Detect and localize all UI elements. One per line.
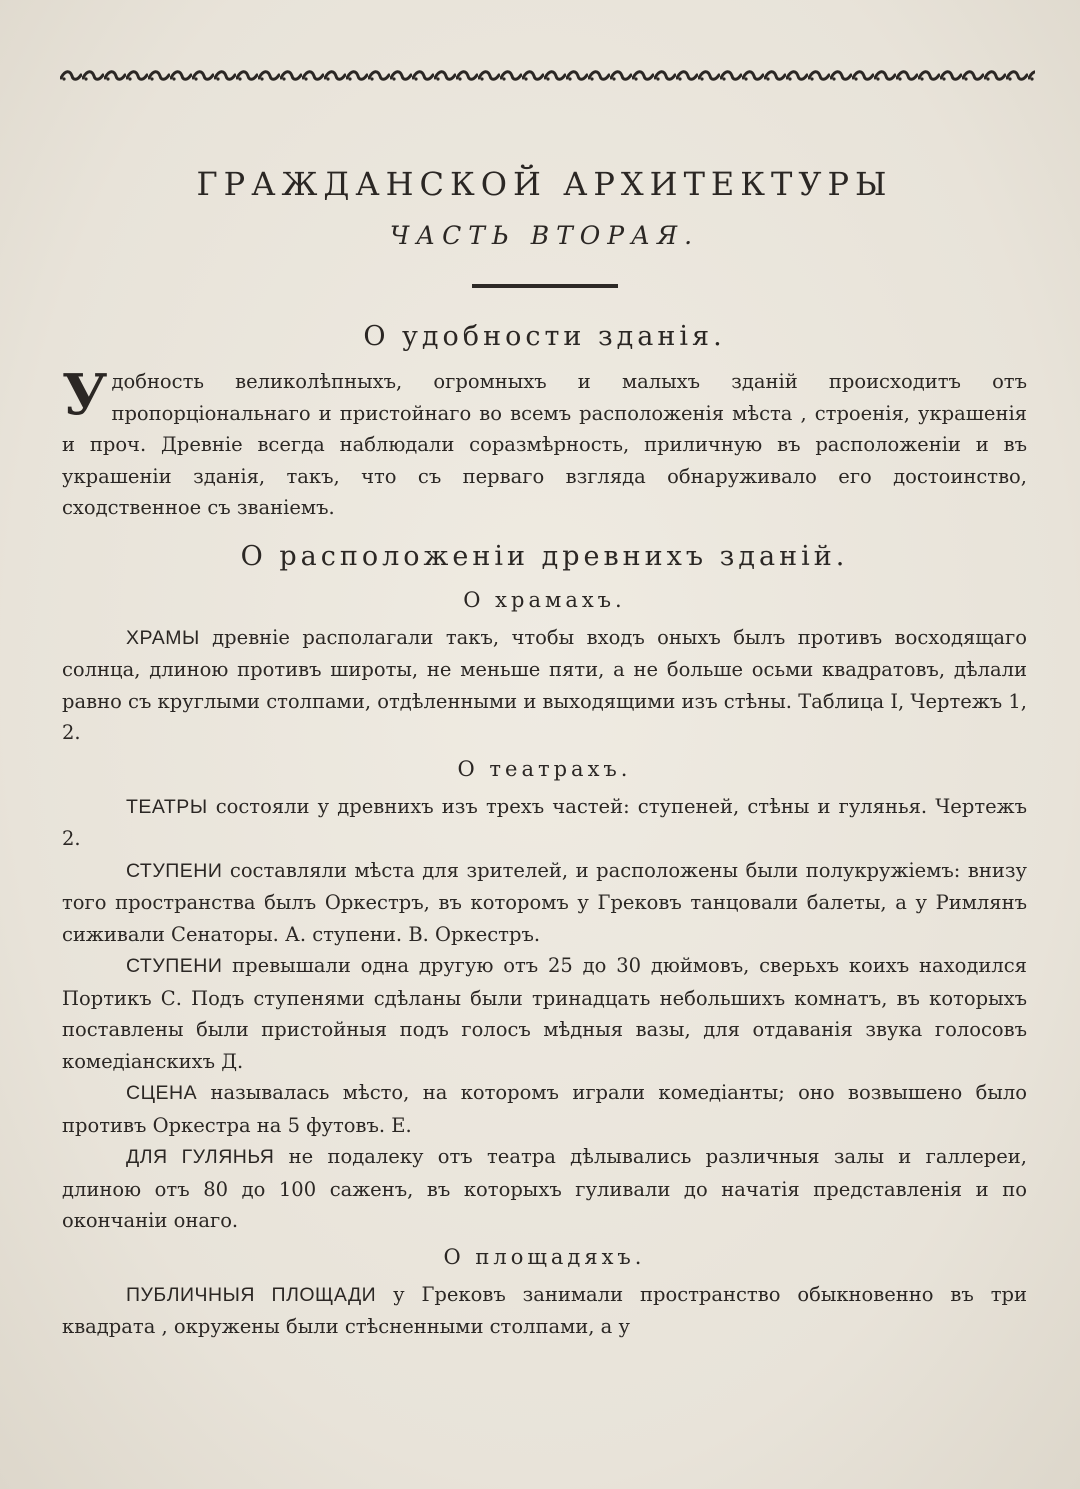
title-divider: [472, 284, 618, 288]
section-heading-ancient-buildings: О расположеніи древнихъ зданій.: [240, 540, 849, 572]
subheading-temples: О храмахъ.: [463, 587, 626, 612]
paragraph-theatres-4: [62, 1077, 1027, 1141]
lead-word: СТУПЕНИ: [126, 859, 223, 882]
lead-word: СТУПЕНИ: [126, 955, 223, 977]
lead-word: ТЕАТРЫ: [126, 795, 208, 818]
paragraph-text: древніе располагали такъ, чтобы входъ оныхъ былъ противъ восходящаго солнца, длиною противъ широты, не меньше пяти, а не больше осьми квадратовъ, дѣлали равно съ круглыми столпами, отдѣленными и выходящими изъ стѣны. Таблица I, Чертежъ 1, 2.: [62, 625, 1027, 744]
paragraph-text: называлась мѣсто, на которомъ играли комедіанты; оно возвышено было противъ Оркестра на 5 футовъ. Е.: [62, 1081, 1027, 1137]
paragraph-text: составляли мѣста для зрителей, и расположены были полукружіемъ: внизу того пространства былъ Оркестръ, въ которомъ у Грековъ танцовали балеты, а у Римлянъ сиживали Сенаторы. А. ступени. В. Оркестръ.: [62, 858, 1027, 946]
part-title: ЧАСТЬ ВТОРАЯ.: [389, 221, 700, 250]
ornamental-border-icon: [60, 68, 1035, 84]
lead-word: ДЛЯ ГУЛЯНЬЯ: [126, 1146, 275, 1168]
paragraph-text: превышали одна другую отъ 25 до 30 дюймовъ, сверьхъ коихъ находился Портикъ С. Подъ ступенями сдѣланы были тринадцать небольшихъ комнатъ, въ которыхъ поставлены были пристойныя подъ голосъ мѣдныя вазы, для отдаванія звука голосовъ комедіанскихъ Д.: [62, 954, 1027, 1073]
paragraph-text: не подалеку отъ театра дѣлывались различныя залы и галлереи, длиною отъ 80 до 100 саженъ, въ которыхъ гуливали до начатія представленія и по окончаніи онаго.: [62, 1145, 1027, 1232]
paragraph-theatres-2: [62, 855, 1027, 951]
main-title: ГРАЖДАНСКОЙ АРХИТЕКТУРЫ: [196, 165, 893, 203]
lead-word: ХРАМЫ: [126, 626, 200, 649]
lead-word: ПУБЛИЧНЫЯ ПЛОЩАДИ: [126, 1283, 377, 1306]
paragraph-convenience: [62, 362, 1027, 524]
lead-word: СЦЕНА: [126, 1082, 198, 1104]
paragraph-theatres-3: [62, 950, 1027, 1077]
paragraph-temples: [62, 622, 1027, 749]
section-heading-convenience: О удобности зданія.: [363, 321, 726, 352]
paragraph-theatres-5: [62, 1141, 1027, 1237]
drop-cap: У: [62, 362, 108, 428]
paragraph-squares: [62, 1279, 1027, 1343]
subheading-squares: О площадяхъ.: [443, 1244, 646, 1269]
paragraph-text: у Грековъ занимали пространство обыкновенно въ три квадрата , окружены были стѣсненными столпами, а у: [62, 1282, 1027, 1338]
subheading-theatres: О театрахъ.: [457, 756, 632, 781]
page-content: [62, 160, 1027, 1343]
paragraph-text: добность великолѣпныхъ, огромныхъ и малыхъ зданій происходитъ отъ пропорціональнаго и пристойнаго во всемъ расположенія мѣста , строенія, украшенія и проч. Древніе всегда наблюдали соразмѣрность, приличную въ расположеніи и въ украшеніи зданія, такъ, что съ перваго взгляда обнаруживало его достоинство, сходственное съ званіемъ.: [62, 370, 1027, 519]
paragraph-text: состояли у древнихъ изъ трехъ частей: ступеней, стѣны и гулянья. Чертежъ 2.: [62, 794, 1027, 850]
paragraph-theatres-1: [62, 791, 1027, 855]
